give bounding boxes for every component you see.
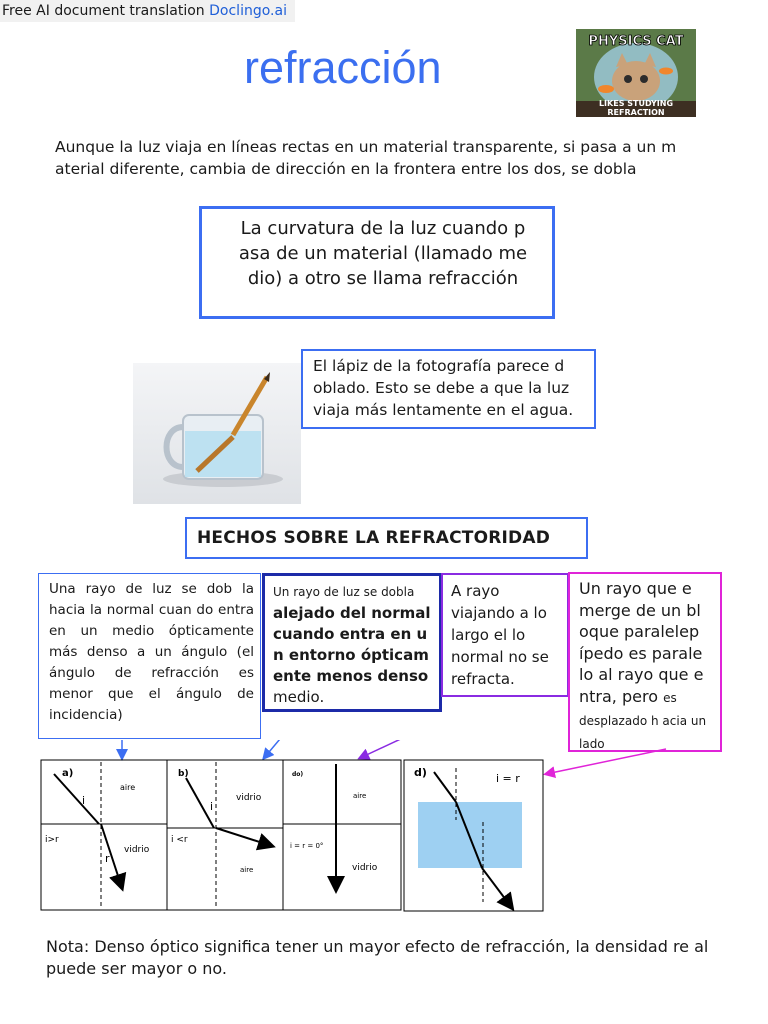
pencil-note-box	[301, 349, 596, 429]
fact-less-dense-end: medio.	[273, 688, 325, 706]
diagram-c	[283, 760, 401, 910]
cat-caption-top: PHYSICS CAT	[588, 34, 684, 49]
fact-box-less-dense	[262, 573, 442, 712]
arrow-fact-d	[546, 749, 666, 774]
fact-less-dense-text	[273, 581, 435, 708]
diagram-d-label: d)	[414, 766, 427, 779]
definition-text: La curvatura de la luz cuando p asa de un material (llamado me dio) a otro se llama refracción	[238, 218, 528, 289]
physics-cat-illustration	[576, 29, 696, 117]
arrow-fact-c	[360, 740, 497, 758]
diagram-d-condition: i = r	[496, 772, 520, 785]
watermark-brand-link[interactable]: Doclingo.ai	[209, 3, 287, 19]
cat-caption-bottom-1: LIKES STUDYING	[598, 99, 674, 108]
pencil-glass-illustration	[133, 363, 301, 504]
intro-paragraph: Aunque la luz viaja en líneas rectas en un material transparente, si pasa a un m aterial diferente, cambia de dirección en la frontera entre los dos, se dobla	[55, 138, 677, 178]
watermark-banner	[0, 0, 295, 22]
diagram-b-label: b)	[178, 769, 189, 779]
page-title: refracción	[244, 42, 442, 93]
diagram-b-i: i	[210, 800, 214, 813]
diagram-c-label: do)	[292, 771, 304, 778]
diagram-a-condition: i>r	[45, 835, 59, 845]
diagram-b-condition: i <r	[171, 835, 188, 845]
refraction-diagrams	[0, 740, 768, 920]
physics-cat-image	[576, 29, 696, 117]
facts-heading: HECHOS SOBRE LA REFRACTORIDAD	[197, 528, 551, 548]
definition-box	[199, 206, 555, 319]
diagram-a-bottom-medium: vidrio	[124, 845, 150, 855]
diagram-b-bottom-medium: aire	[240, 866, 254, 874]
fact-box-parallel-block	[568, 572, 722, 752]
fact-parallel-small: es desplazado h acia un lado	[579, 690, 707, 751]
diagram-b	[167, 760, 283, 910]
diagram-c-bottom-medium: vidrio	[352, 863, 378, 873]
diagram-a	[41, 760, 167, 910]
fact-parallel-main: Un rayo que e merge de un bl oque paralelep ípedo es parale lo al rayo que e ntra, pero	[579, 579, 704, 706]
diagram-a-i: i	[82, 794, 86, 807]
pencil-note-text: El lápiz de la fotografía parece d oblado. Esto se debe a que la luz viaja más lentamente en el agua.	[313, 357, 574, 419]
diagram-a-label: a)	[62, 768, 74, 779]
diagram-a-top-medium: aire	[120, 783, 136, 792]
cat-caption-bottom-2: REFRACTION	[607, 108, 665, 117]
fact-box-denser	[38, 573, 261, 739]
fact-box-normal	[441, 573, 569, 697]
facts-heading-box	[185, 517, 588, 559]
diagram-b-top-medium: vidrio	[236, 793, 262, 803]
diagram-d	[404, 760, 543, 911]
diagram-c-condition: i = r = 0°	[290, 842, 324, 850]
fact-denser-text: Una rayo de luz se dob la hacia la normal cuan do entra en un medio ópticamente más denso a un ángulo (el ángulo de refracción es menor que el ángulo de incidencia)	[49, 581, 254, 723]
fact-normal-text: A rayo viajando a lo largo el lo normal no se refracta.	[451, 582, 549, 688]
watermark-prefix: Free AI document translation	[2, 3, 210, 19]
arrow-fact-b	[264, 740, 306, 758]
pencil-in-glass-photo	[133, 363, 301, 504]
diagram-a-r: r	[105, 852, 110, 865]
diagram-c-top-medium: aire	[353, 792, 367, 800]
fact-less-dense-intro: Un rayo de luz se dobla	[273, 585, 415, 599]
footnote: Nota: Denso óptico significa tener un mayor efecto de refracción, la densidad re al puede ser mayor o no.	[46, 937, 709, 978]
fact-less-dense-bold: alejado del normal cuando entra en u n entorno ópticam ente menos denso	[273, 604, 431, 685]
fact-parallel-text	[579, 578, 715, 755]
